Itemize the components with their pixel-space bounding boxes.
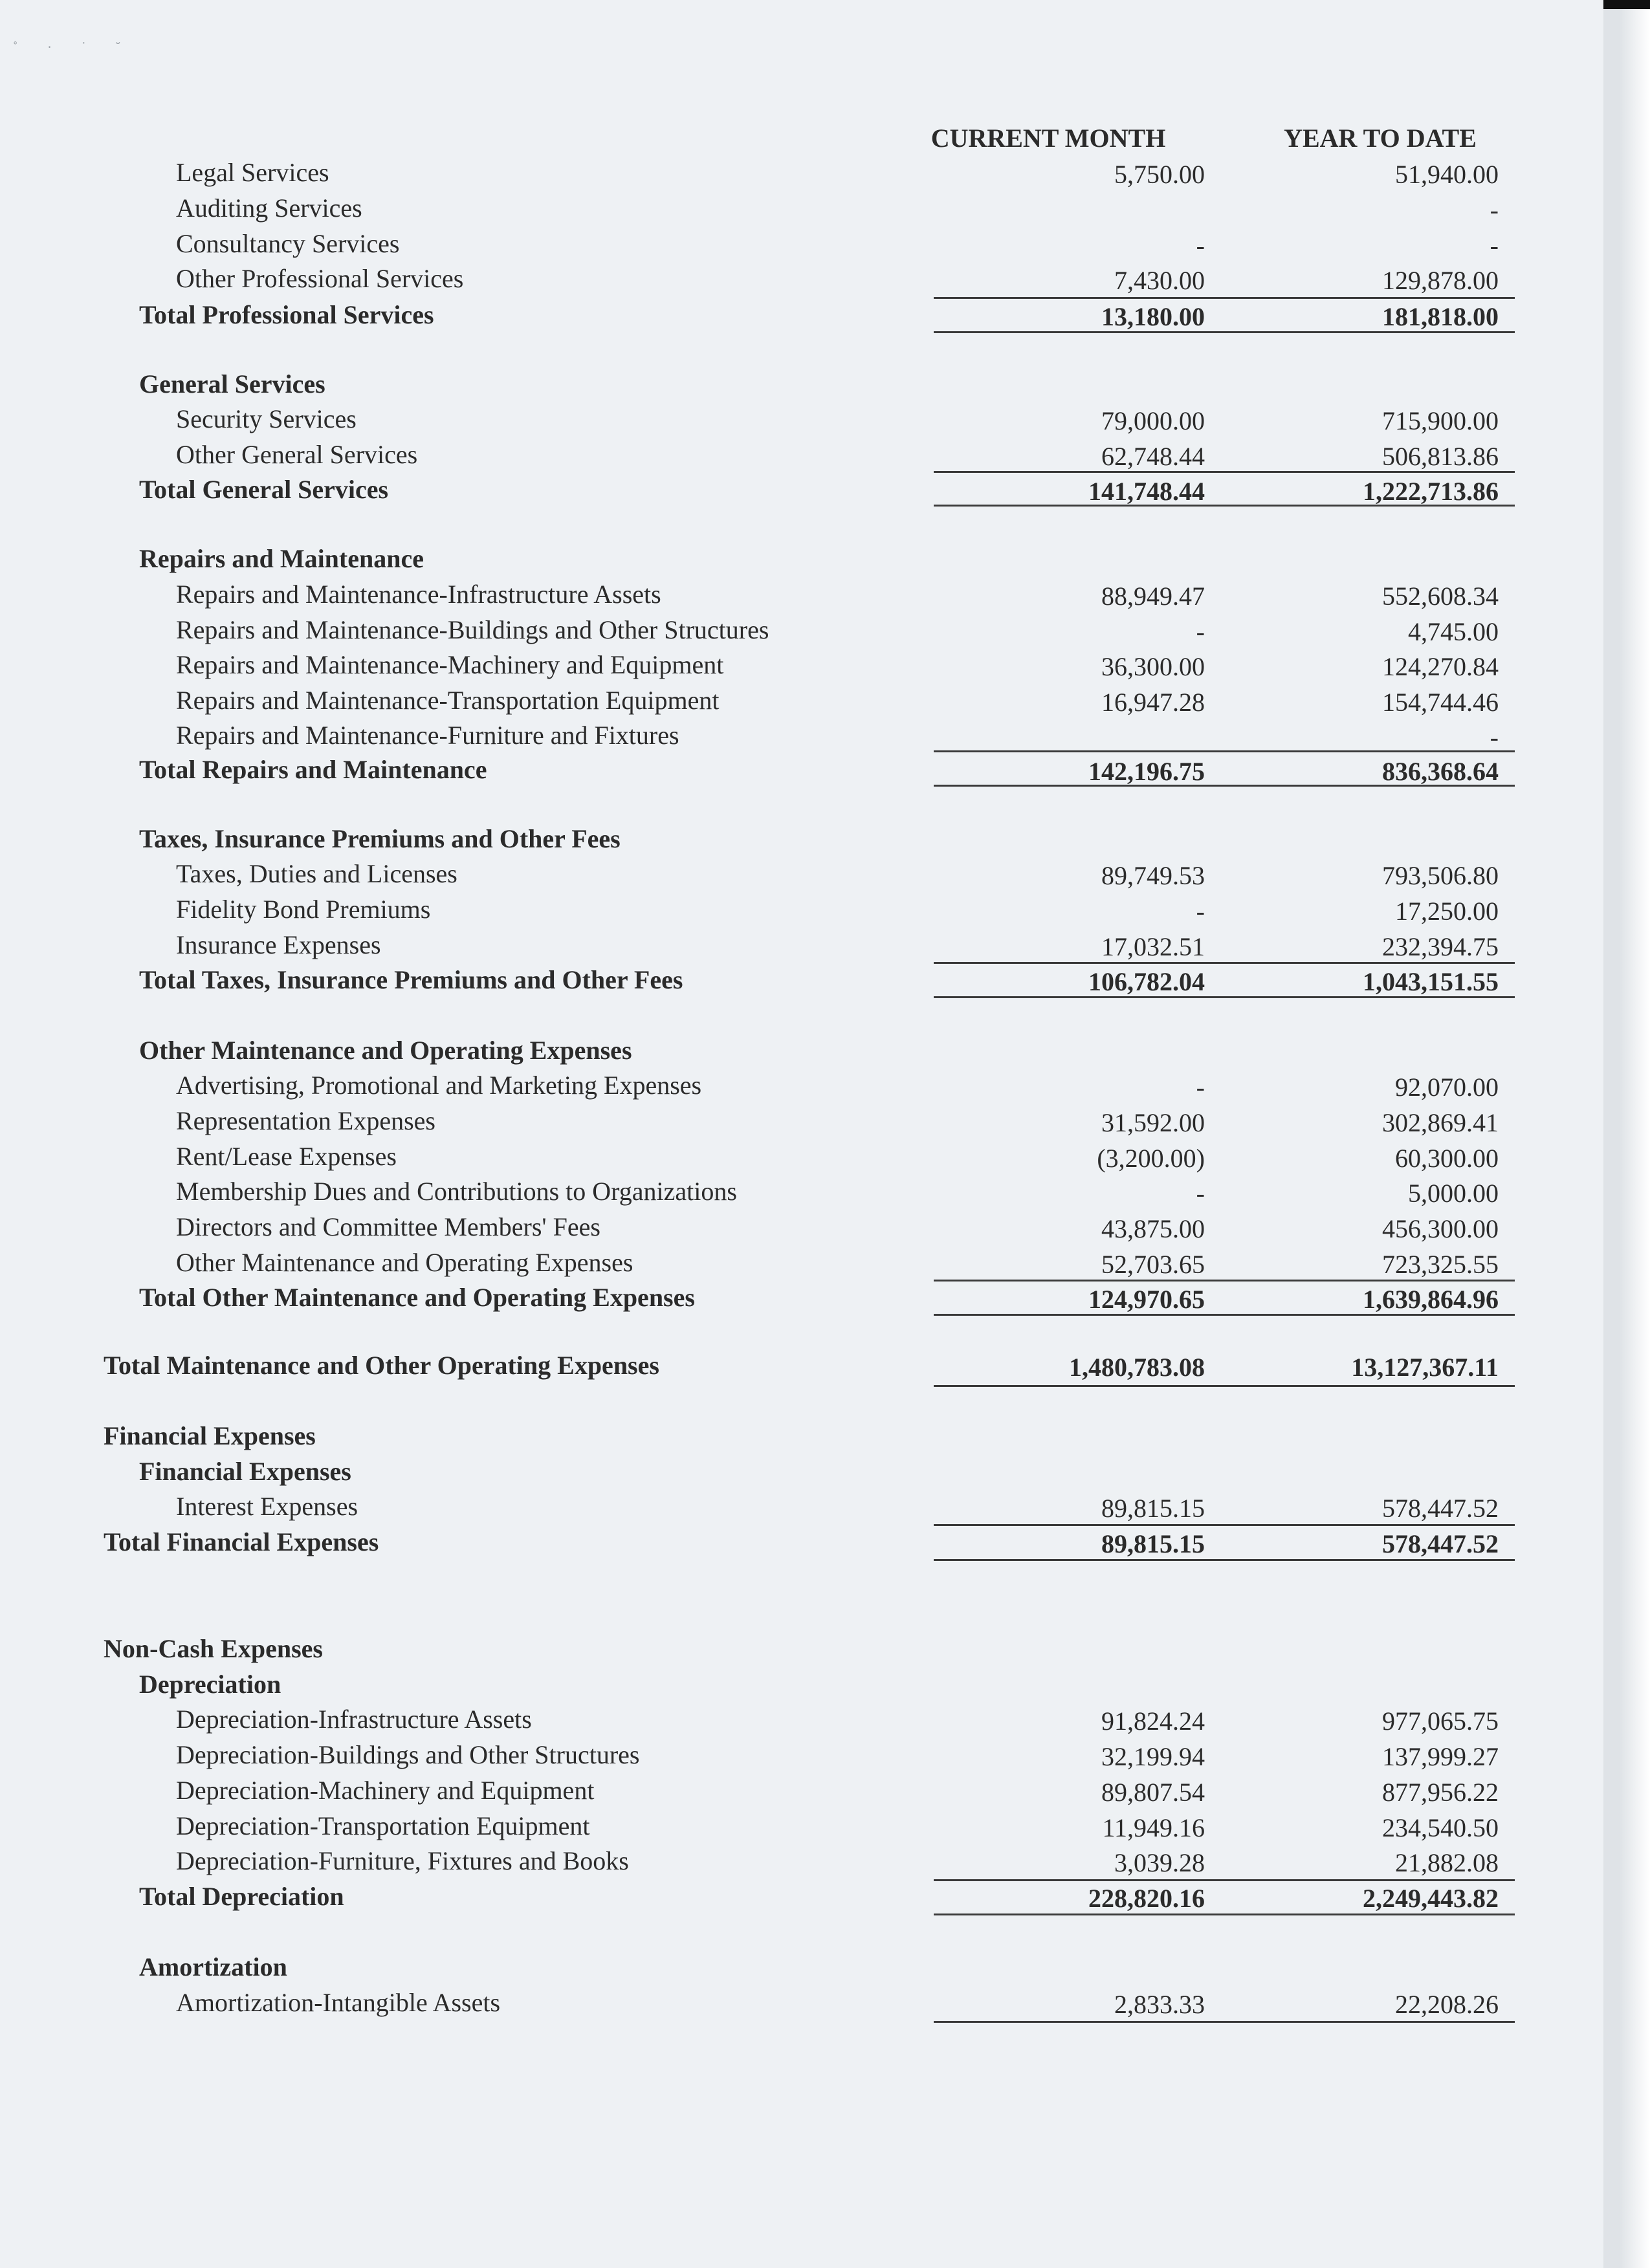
statement-row (0, 157, 1553, 193)
statement-row (0, 1141, 1553, 1177)
section-heading (0, 1421, 1553, 1456)
current-month-value: 36,300.00 (1101, 652, 1205, 681)
subtotal-rule (934, 471, 1205, 473)
total-rule (1205, 1559, 1515, 1561)
statement-row (0, 193, 1553, 228)
current-month-value: 228,820.16 (1088, 1884, 1205, 1913)
current-month-value: 31,592.00 (1101, 1108, 1205, 1137)
subtotal-rule (1205, 1524, 1515, 1526)
current-month-value: 142,196.75 (1088, 757, 1205, 786)
row-label: Financial Expenses (104, 1421, 316, 1450)
year-to-date-value: 22,208.26 (1395, 1990, 1499, 2019)
total-row (0, 1282, 1553, 1318)
year-to-date-value: 552,608.34 (1382, 582, 1499, 611)
current-month-value: 124,970.65 (1088, 1285, 1205, 1314)
subsection-heading (0, 1456, 1553, 1492)
row-label: Interest Expenses (176, 1492, 358, 1521)
current-month-value: 13,180.00 (1101, 302, 1205, 331)
statement-row (0, 649, 1553, 685)
current-month-value: 89,749.53 (1101, 861, 1205, 890)
row-label: Security Services (176, 404, 357, 433)
total-row (0, 300, 1553, 335)
current-month-value: - (1196, 1179, 1205, 1208)
current-month-value: 141,748.44 (1088, 477, 1205, 506)
statement-row (0, 615, 1553, 650)
row-label: Repairs and Maintenance-Infrastructure Assets (176, 580, 661, 609)
row-label: Directors and Committee Members' Fees (176, 1212, 600, 1241)
scan-corner (1603, 0, 1650, 9)
year-to-date-value: 723,325.55 (1382, 1250, 1499, 1279)
year-to-date-value: 1,639,864.96 (1363, 1285, 1499, 1314)
row-label: Total Maintenance and Other Operating Expenses (104, 1351, 659, 1380)
row-label: Total Taxes, Insurance Premiums and Other Fees (139, 965, 683, 994)
total-row (0, 965, 1553, 1000)
row-label: General Services (139, 369, 325, 398)
total-rule (1205, 331, 1515, 333)
row-label: Non-Cash Expenses (104, 1634, 323, 1663)
row-label: Legal Services (176, 158, 329, 187)
total-rule (934, 1914, 1205, 1915)
current-month-value: 106,782.04 (1088, 967, 1205, 996)
total-rule (934, 1385, 1205, 1387)
statement-row (0, 858, 1553, 894)
year-to-date-value: 877,956.22 (1382, 1778, 1499, 1807)
total-rule (1205, 505, 1515, 507)
current-month-value: 79,000.00 (1101, 406, 1205, 435)
row-label: Other Maintenance and Operating Expenses (176, 1248, 633, 1277)
row-label: Repairs and Maintenance-Furniture and Fixtures (176, 721, 679, 750)
subtotal-rule (1205, 750, 1515, 752)
scan-edge (1603, 0, 1650, 2268)
statement-row (0, 894, 1553, 930)
current-month-value: 11,949.16 (1102, 1813, 1205, 1842)
row-label: Taxes, Duties and Licenses (176, 859, 457, 888)
current-month-value: 1,480,783.08 (1069, 1353, 1205, 1382)
row-label: Rent/Lease Expenses (176, 1142, 397, 1171)
row-label: Total General Services (139, 475, 389, 504)
year-to-date-value: 4,745.00 (1408, 617, 1499, 646)
total-rule (1205, 1314, 1515, 1316)
year-to-date-value: - (1490, 723, 1499, 752)
current-month-value: 3,039.28 (1114, 1848, 1205, 1877)
year-to-date-value: 715,900.00 (1382, 406, 1499, 435)
current-month-value: 2,833.33 (1114, 1990, 1205, 2019)
statement-row (0, 1987, 1553, 2023)
current-month-value: 52,703.65 (1101, 1250, 1205, 1279)
year-to-date-value: 17,250.00 (1395, 897, 1499, 926)
subtotal-rule (1205, 471, 1515, 473)
year-to-date-value: 793,506.80 (1382, 861, 1499, 890)
statement-row (0, 1704, 1553, 1739)
subtotal-rule (1205, 2021, 1515, 2023)
statement-row (0, 1212, 1553, 1247)
row-label: Representation Expenses (176, 1106, 435, 1135)
year-to-date-value: 578,447.52 (1382, 1494, 1499, 1523)
total-rule (934, 1559, 1205, 1561)
scan-marks: ˚ · ˙ ˘ (13, 39, 133, 55)
header-year-to-date: YEAR TO DATE (1284, 124, 1477, 153)
year-to-date-value: 1,043,151.55 (1363, 967, 1499, 996)
current-month-value: 91,824.24 (1101, 1706, 1205, 1736)
row-label: Amortization-Intangible Assets (176, 1988, 501, 2017)
year-to-date-value: 181,818.00 (1382, 302, 1499, 331)
statement-row (0, 228, 1553, 264)
current-month-value: 43,875.00 (1101, 1214, 1205, 1243)
row-label: Repairs and Maintenance (139, 544, 424, 573)
row-label: Total Repairs and Maintenance (139, 755, 487, 784)
row-label: Consultancy Services (176, 229, 400, 258)
statement-row (0, 1247, 1553, 1283)
row-label: Membership Dues and Contributions to Organizations (176, 1177, 737, 1206)
current-month-value: 5,750.00 (1114, 160, 1205, 189)
year-to-date-value: 5,000.00 (1408, 1179, 1499, 1208)
statement-row (0, 1846, 1553, 1881)
row-label: Depreciation-Furniture, Fixtures and Books (176, 1846, 629, 1875)
row-label: Repairs and Maintenance-Machinery and Equipment (176, 650, 724, 679)
row-label: Total Professional Services (139, 300, 434, 329)
row-label: Depreciation (139, 1670, 281, 1699)
subtotal-rule (1205, 962, 1515, 964)
year-to-date-value: 506,813.86 (1382, 442, 1499, 471)
statement-row (0, 404, 1553, 439)
row-label: Depreciation-Infrastructure Assets (176, 1705, 532, 1734)
year-to-date-value: 836,368.64 (1382, 757, 1499, 786)
current-month-value: 16,947.28 (1101, 688, 1205, 717)
year-to-date-value: - (1490, 231, 1499, 260)
current-month-value: 89,815.15 (1101, 1529, 1205, 1558)
current-month-value: - (1196, 1073, 1205, 1102)
section-heading (0, 543, 1553, 579)
subtotal-rule (934, 297, 1205, 299)
subtotal-rule (934, 962, 1205, 964)
year-to-date-value: 1,222,713.86 (1363, 477, 1499, 506)
current-month-value: - (1196, 231, 1205, 260)
current-month-value: 32,199.94 (1101, 1742, 1205, 1771)
statement-row (0, 930, 1553, 965)
section-heading (0, 1035, 1553, 1071)
current-month-value: 17,032.51 (1101, 932, 1205, 961)
current-month-value: 88,949.47 (1101, 582, 1205, 611)
statement-row (0, 439, 1553, 475)
section-heading (0, 1633, 1553, 1669)
year-to-date-value: 51,940.00 (1395, 160, 1499, 189)
year-to-date-value: 2,249,443.82 (1363, 1884, 1499, 1913)
row-label: Total Financial Expenses (104, 1527, 379, 1556)
row-label: Total Other Maintenance and Operating Expenses (139, 1283, 695, 1312)
year-to-date-value: 124,270.84 (1382, 652, 1499, 681)
subtotal-rule (934, 750, 1205, 752)
total-rule (1205, 1914, 1515, 1915)
current-month-value: - (1196, 897, 1205, 926)
year-to-date-value: 129,878.00 (1382, 266, 1499, 295)
year-to-date-value: 302,869.41 (1382, 1108, 1499, 1137)
row-label: Taxes, Insurance Premiums and Other Fees (139, 824, 621, 853)
row-label: Repairs and Maintenance-Buildings and Other Structures (176, 615, 769, 644)
row-label: Other Professional Services (176, 264, 464, 293)
statement-row (0, 1811, 1553, 1846)
total-rule (934, 505, 1205, 507)
subsection-heading (0, 1952, 1553, 1987)
row-label: Other General Services (176, 440, 418, 469)
year-to-date-value: 234,540.50 (1382, 1813, 1499, 1842)
subtotal-rule (934, 1280, 1205, 1281)
row-label: Other Maintenance and Operating Expenses (139, 1036, 632, 1065)
total-row (0, 1881, 1553, 1917)
total-rule (934, 996, 1205, 998)
year-to-date-value: 232,394.75 (1382, 932, 1499, 961)
total-row (0, 1527, 1553, 1562)
total-rule (1205, 1385, 1515, 1387)
section-heading (0, 369, 1553, 404)
row-label: Advertising, Promotional and Marketing Expenses (176, 1071, 702, 1100)
total-rule (934, 785, 1205, 787)
year-to-date-value: 13,127,367.11 (1351, 1353, 1499, 1382)
statement-row (0, 1491, 1553, 1527)
section-heading (0, 823, 1553, 859)
subtotal-rule (1205, 1280, 1515, 1281)
statement-row (0, 685, 1553, 721)
year-to-date-value: 137,999.27 (1382, 1742, 1499, 1771)
statement-row (0, 1106, 1553, 1141)
row-label: Total Depreciation (139, 1882, 344, 1911)
grand-total-row (0, 1350, 1553, 1386)
statement-row (0, 263, 1553, 299)
year-to-date-value: 92,070.00 (1395, 1073, 1499, 1102)
row-label: Depreciation-Machinery and Equipment (176, 1776, 595, 1805)
row-label: Amortization (139, 1952, 287, 1981)
row-label: Depreciation-Transportation Equipment (176, 1811, 590, 1840)
subtotal-rule (1205, 297, 1515, 299)
year-to-date-value: 578,447.52 (1382, 1529, 1499, 1558)
year-to-date-value: 154,744.46 (1382, 688, 1499, 717)
current-month-value: - (1196, 617, 1205, 646)
row-label: Fidelity Bond Premiums (176, 895, 431, 924)
year-to-date-value: 977,065.75 (1382, 1706, 1499, 1736)
total-rule (1205, 996, 1515, 998)
row-label: Financial Expenses (139, 1457, 351, 1486)
row-label: Repairs and Maintenance-Transportation Equipment (176, 686, 720, 715)
row-label: Depreciation-Buildings and Other Structures (176, 1740, 640, 1769)
subtotal-rule (934, 2021, 1205, 2023)
statement-row (0, 1176, 1553, 1212)
current-month-value: (3,200.00) (1097, 1144, 1205, 1173)
current-month-value: 89,807.54 (1101, 1778, 1205, 1807)
current-month-value: 7,430.00 (1114, 266, 1205, 295)
header-current-month: CURRENT MONTH (930, 124, 1166, 153)
total-rule (1205, 785, 1515, 787)
current-month-value: 89,815.15 (1101, 1494, 1205, 1523)
total-rule (934, 1314, 1205, 1316)
statement-row (0, 1739, 1553, 1775)
year-to-date-value: - (1490, 195, 1499, 224)
subsection-heading (0, 1669, 1553, 1705)
current-month-value: 62,748.44 (1101, 442, 1205, 471)
year-to-date-value: 60,300.00 (1395, 1144, 1499, 1173)
subtotal-rule (934, 1524, 1205, 1526)
year-to-date-value: 456,300.00 (1382, 1214, 1499, 1243)
row-label: Auditing Services (176, 193, 362, 223)
statement-row (0, 579, 1553, 615)
statement-row (0, 1070, 1553, 1106)
year-to-date-value: 21,882.08 (1395, 1848, 1499, 1877)
row-label: Insurance Expenses (176, 930, 381, 959)
total-rule (934, 331, 1205, 333)
statement-row (0, 1775, 1553, 1811)
